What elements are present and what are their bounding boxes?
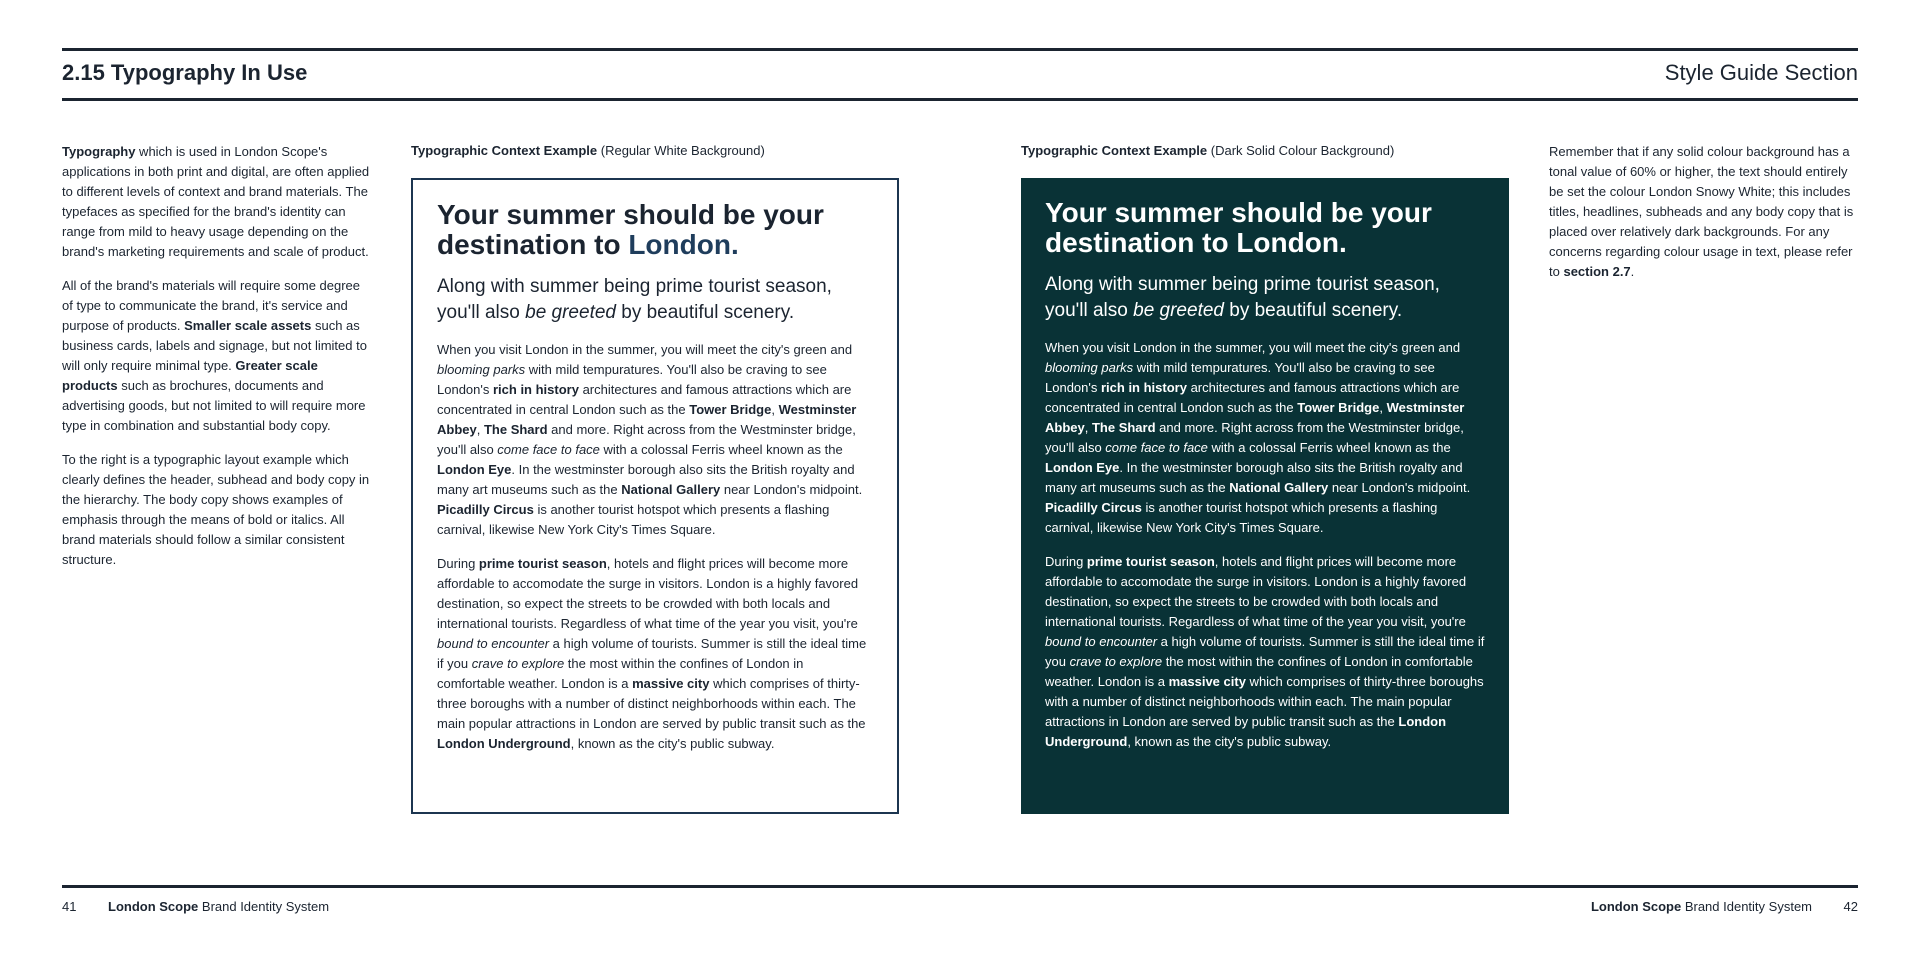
header-top-rule	[62, 48, 1858, 51]
intro-column	[62, 142, 372, 584]
footer-brand-left: London Scope Brand Identity System	[108, 899, 330, 914]
footer-brand-right: London Scope Brand Identity System	[1590, 899, 1812, 914]
page-number-left: 41	[62, 899, 77, 914]
example-panel-white	[411, 178, 899, 814]
intro-paragraph-materials: All of the brand's materials will require some degree of type to communicate the brand, it's service and purpose of products. Smaller scale assets such as business cards, labels and signage, but not limited to will only require minimal type. Greater scale products such as brochures, documents and advertising goods, but not limited to will require more type in combination and substantial body copy.	[62, 278, 367, 433]
colour-note-paragraph: Remember that if any solid colour background has a tonal value of 60% or higher, the text should entirely be set the colour London Snowy White; this includes titles, headlines, subheads and any body copy that is placed over relatively dark backgrounds. For any concerns regarding colour usage in text, please refer to section 2.7.	[1549, 144, 1854, 279]
footer-rule	[62, 885, 1858, 888]
example-headline: Your summer should be your destination to London.	[437, 199, 824, 260]
example-label-white: Typographic Context Example (Regular White Background)	[411, 143, 765, 158]
example-subhead: Along with summer being prime tourist season, you'll also be greeted by beautiful scenery.	[1045, 274, 1440, 321]
example-panel-dark	[1021, 178, 1509, 814]
example-body-paragraph-1: When you visit London in the summer, you will meet the city's green and blooming parks with mild tempuratures. You'll also be craving to see London's rich in history architectures and famous attractions which are concentrated in central London such as the Tower Bridge, Westminster Abbey, The Shard and more. Right across from the Westminster bridge, you'll also come face to face with a colossal Ferris wheel known as the London Eye. In the westminster borough also sits the British royalty and many art museums such as the National Gallery near London's midpoint. Picadilly Circus is another tourist hotspot which presents a flashing carnival, likewise New York City's Times Square.	[437, 342, 863, 537]
page-number-right: 42	[1843, 899, 1858, 914]
example-headline: Your summer should be your destination to London.	[1045, 197, 1432, 258]
example-body-paragraph-2: During prime tourist season, hotels and flight prices will become more affordable to accomodate the surge in visitors. London is a highly favored destination, so expect the streets to be crowded with both locals and international tourists. Regardless of what time of the year you visit, you're bound to encounter a high volume of tourists. Summer is still the ideal time if you crave to explore the most within the confines of London in comfortable weather. London is a massive city which comprises of thirty-three boroughs with a number of distinct neighborhoods within each. The main popular attractions in London are served by public transit such as the London Underground, known as the city's public subway.	[1045, 554, 1485, 749]
intro-paragraph-typography: Typography which is used in London Scope's applications in both print and digital, are often applied to different levels of context and brand materials. The typefaces as specified for the brand's identity can range from mild to heavy usage depending on the brand's marketing requirements and scale of product.	[62, 144, 370, 259]
intro-paragraph-layout: To the right is a typographic layout example which clearly defines the header, subhead and body copy in the hierarchy. The body copy shows examples of emphasis through the means of bold or italics. All brand materials should follow a similar consistent structure.	[62, 452, 370, 567]
example-body-paragraph-1: When you visit London in the summer, you will meet the city's green and blooming parks with mild tempuratures. You'll also be craving to see London's rich in history architectures and famous attractions which are concentrated in central London such as the Tower Bridge, Westminster Abbey, The Shard and more. Right across from the Westminster bridge, you'll also come face to face with a colossal Ferris wheel known as the London Eye. In the westminster borough also sits the British royalty and many art museums such as the National Gallery near London's midpoint. Picadilly Circus is another tourist hotspot which presents a flashing carnival, likewise New York City's Times Square.	[1045, 340, 1471, 535]
header-bottom-rule	[62, 98, 1858, 101]
section-label: Style Guide Section	[1664, 60, 1858, 85]
example-label-dark: Typographic Context Example (Dark Solid Colour Background)	[1021, 143, 1395, 158]
page-title: 2.15 Typography In Use	[62, 60, 308, 85]
colour-note-column	[1549, 142, 1859, 282]
example-subhead: Along with summer being prime tourist season, you'll also be greeted by beautiful scenery.	[437, 276, 832, 323]
example-body-paragraph-2: During prime tourist season, hotels and flight prices will become more affordable to accomodate the surge in visitors. London is a highly favored destination, so expect the streets to be crowded with both locals and international tourists. Regardless of what time of the year you visit, you're bound to encounter a high volume of tourists. Summer is still the ideal time if you crave to explore the most within the confines of London in comfortable weather. London is a massive city which comprises of thirty-three boroughs with a number of distinct neighborhoods within each. The main popular attractions in London are served by public transit such as the London Underground, known as the city's public subway.	[437, 556, 867, 751]
